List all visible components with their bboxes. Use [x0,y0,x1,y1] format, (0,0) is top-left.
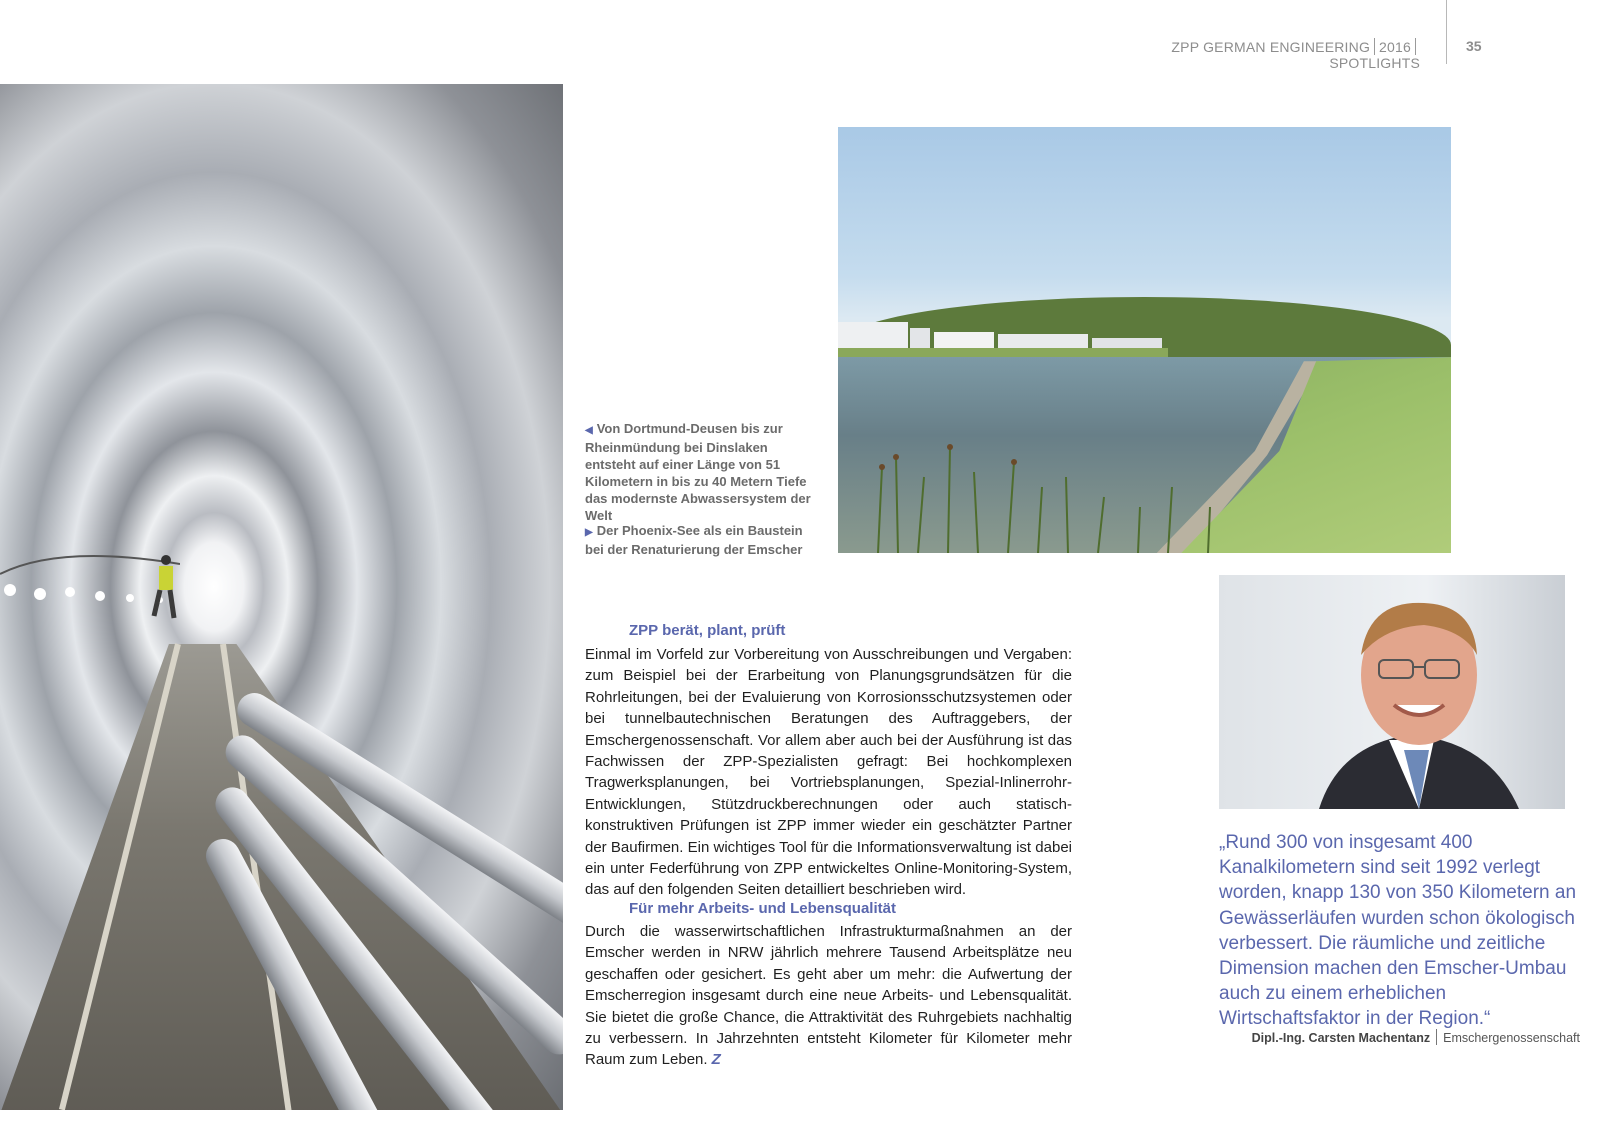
paragraph-text: Durch die wasserwirtschaftlichen Infrastrukturmaßnahmen an der Emscher werden in NRW jährlich mehrere Tausend Arbeitsplätze neu geschaffen oder gesichert. Es geht aber um mehr: die Aufwertung der Emscherregion insgesamt durch eine neue Arbeits- und Lebensqualität. Sie bietet die große Chance, die Attraktivität des Ruhrgebiets nachhaltig zu verbessern. In Jahrzehnten entsteht Kilometer für Kilometer mehr Raum zum Leben. [585,923,1072,1069]
header-divider [1374,38,1375,55]
body-paragraph: Einmal im Vorfeld zur Vorbereitung von Ausschreibungen und Vergaben: zum Beispiel bei der Erarbeitung von Planungsgrundsätzen für die Rohrleitungen, bei der Evaluierung von Korrosionsschutzsystemen oder bei tunnelbautechnischen Beratungen des Auftraggebers, der Emschergenossenschaft. Vor allem aber auch bei der Ausführung ist das Fachwissen der ZPP-Spezialisten gefragt: Bei hochkomplexen Tragwerksplanungen, bei Vortriebsplanungen, Spezial-Inlinerrohr-Entwicklungen, Stützdruckberechnungen oder auch statisch-konstruktiven Prüfungen ist ZPP immer wieder ein geschätzter Partner der Baufirmen. Ein wichtiges Tool für die Informationsverwaltung ist dabei ein unter Federführung von ZPP entwickeltes Online-Monitoring-System, das auf den folgenden Seiten detailliert beschrieben wird. [585,646,1072,899]
quote-organization: Emschergenossenschaft [1443,1031,1580,1045]
caption-text: Der Phoenix-See als ein Baustein bei der Renaturierung der Emscher [585,523,803,557]
photo-caption-tunnel [585,420,817,524]
body-paragraph [585,921,1072,1071]
triangle-right-icon: ▶ [585,527,593,538]
person-figure [1219,575,1565,809]
quote-author: Dipl.-Ing. Carsten Machentanz [1251,1031,1431,1045]
lake-houses [838,312,1168,362]
section-heading: Für mehr Arbeits- und Lebensqualität [629,900,896,917]
pull-quote: „Rund 300 von insgesamt 400 Kanalkilometern sind seit 1992 verlegt worden, knapp 130 von 350 Kilometern an Gewässerläufen wurden schon ökologisch verbessert. Die räumliche und zeitliche Dimension machen den Emscher-Umbau auch zu einem erheblichen Wirtschaftsfaktor in der Region.“ [1219,832,1577,1030]
quote-attribution [1150,1029,1580,1045]
caption-text: Von Dortmund-Deusen bis zur Rheinmündung bei Dinslaken entsteht auf einer Länge von 51 Kilometern in bis zu 40 Metern Tiefe das modernste Abwassersystem der Welt [585,421,811,523]
attribution-divider [1436,1029,1437,1045]
running-header [1110,38,1420,71]
triangle-left-icon: ◀ [585,425,593,436]
lake-reeds [838,427,1451,553]
phoenix-lake-photo [838,127,1451,553]
portrait-photo [1219,575,1565,809]
photo-caption-lake [585,522,817,558]
zpp-end-mark-icon: Z [711,1051,721,1069]
publication-year: 2016 [1379,39,1411,55]
publication-name: ZPP GERMAN ENGINEERING [1171,39,1371,55]
header-rule [1446,0,1447,64]
worker-figure [150,554,178,624]
section-heading: ZPP berät, plant, prüft [629,622,786,639]
tunnel-photo [0,84,563,1110]
section-name: SPOTLIGHTS [1329,55,1420,71]
header-divider [1415,38,1416,55]
page-number: 35 [1466,38,1482,54]
